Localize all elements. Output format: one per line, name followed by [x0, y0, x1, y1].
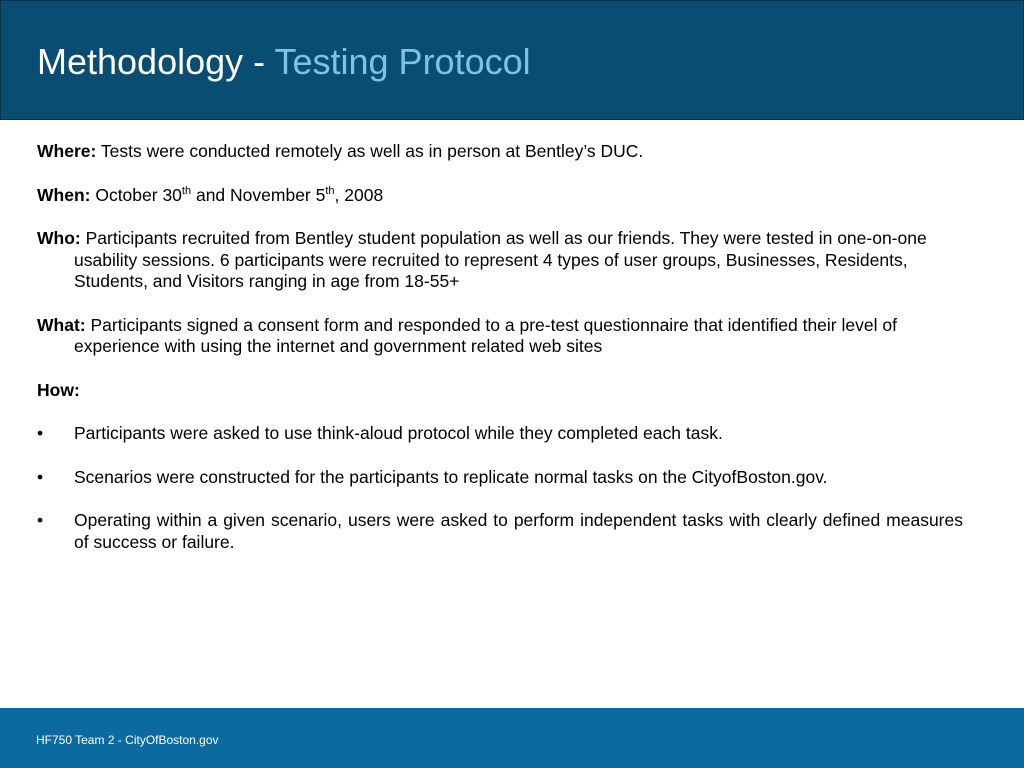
who-label: Who: — [37, 228, 81, 248]
footer-bar — [0, 708, 1024, 768]
where-label: Where: — [37, 141, 97, 161]
footer-text: HF750 Team 2 - CityOfBoston.gov — [36, 733, 219, 747]
list-item — [37, 423, 963, 445]
slide-title — [37, 39, 531, 85]
when-sup-b: th — [325, 184, 335, 197]
when-paragraph — [37, 185, 963, 207]
how-paragraph — [37, 380, 963, 402]
when-sup-a: th — [181, 184, 192, 197]
when-text-b: and November 5 — [191, 184, 326, 205]
bullet-marker: • — [37, 466, 44, 487]
what-text: Participants signed a consent form and responded to a pre-test questionnaire that identified their level of experience with using the internet and government related web sites — [74, 314, 897, 356]
list-item — [37, 510, 963, 553]
bullet-text: Scenarios were constructed for the participants to replicate normal tasks on the CityofBoston.gov. — [74, 466, 828, 487]
who-paragraph — [37, 228, 963, 293]
title-bar — [0, 0, 1024, 120]
bullet-marker: • — [37, 510, 44, 530]
bullet-text: Operating within a given scenario, users were asked to perform independent tasks with clearly defined measures of success or failure. — [74, 510, 963, 552]
who-text: Participants recruited from Bentley student population as well as our friends. They were tested in one-on-one usability sessions. 6 participants were recruited to represent 4 types of user groups, Businesses, Residents, Students, and Visitors ranging in age from 18-55+ — [74, 228, 927, 291]
bullet-marker: • — [37, 423, 44, 443]
title-accent: Testing Protocol — [274, 41, 531, 82]
when-text-c: , 2008 — [334, 184, 384, 205]
list-item — [37, 467, 963, 489]
when-label: When: — [37, 184, 91, 205]
what-label: What: — [37, 314, 86, 335]
title-main: Methodology - — [37, 41, 275, 82]
where-text: Tests were conducted remotely as well as in person at Bentley’s DUC. — [96, 141, 644, 161]
how-label: How: — [37, 379, 80, 400]
slide-body — [37, 141, 963, 575]
when-text-a: October 30 — [90, 184, 182, 205]
bullet-text: Participants were asked to use think-aloud protocol while they completed each task. — [74, 423, 723, 443]
what-paragraph — [37, 315, 963, 358]
where-paragraph — [37, 141, 963, 163]
